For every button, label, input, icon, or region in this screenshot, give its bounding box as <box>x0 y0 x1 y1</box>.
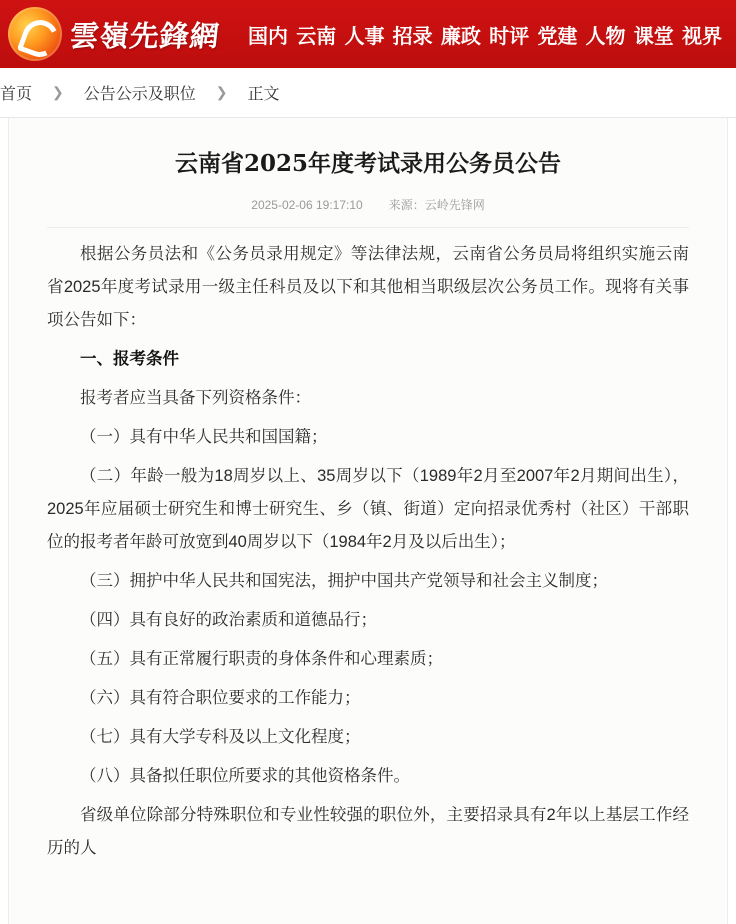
article-source-name: 云岭先锋网 <box>424 198 485 213</box>
site-logo-text: 雲嶺先鋒網 <box>68 18 222 53</box>
nav-item-shijie[interactable]: 视界 <box>681 25 722 48</box>
article-paragraph: （三）拥护中华人民共和国宪法，拥护中国共产党领导和社会主义制度； <box>80 572 608 591</box>
nav-item-lianzheng[interactable]: 廉政 <box>440 25 481 48</box>
article-timestamp: 2025-02-06 19:17:10 <box>251 197 363 212</box>
breadcrumb-separator-icon: ❯ <box>215 84 228 100</box>
breadcrumb <box>0 68 736 118</box>
page-title: 云南省2025年度考试录用公务员公告 <box>174 150 561 177</box>
meta-divider <box>47 227 689 228</box>
nav-item-zhaolu[interactable]: 招录 <box>392 25 433 48</box>
article-container <box>8 118 728 924</box>
article-meta <box>47 196 689 213</box>
article-section-heading: 一、报考条件 <box>80 350 179 369</box>
yunling-logo-icon <box>8 7 62 61</box>
main-nav <box>238 18 726 51</box>
article-paragraph: 根据公务员法和《公务员录用规定》等法律法规，云南省公务员局将组织实施云南省2025年度考试录用一级主任科员及以下和其他相当职级层次公务员工作。现将有关事项公告如下： <box>47 245 689 330</box>
nav-item-renwu[interactable]: 人物 <box>585 25 626 48</box>
nav-item-renshi[interactable]: 人事 <box>344 25 385 48</box>
breadcrumb-item-current: 正文 <box>247 86 280 103</box>
nav-item-guonei[interactable]: 国内 <box>248 25 289 48</box>
article-paragraph: （四）具有良好的政治素质和道德品行； <box>80 611 377 630</box>
article-paragraph: （七）具有大学专科及以上文化程度； <box>80 728 361 747</box>
article-body <box>47 238 689 865</box>
article-paragraph: （二）年龄一般为18周岁以上、35周岁以下（1989年2月至2007年2月期间出生），2025年应届硕士研究生和博士研究生、乡（镇、街道）定向招录优秀村（社区）干部职位的报考者年龄可放宽到40周岁以下（1984年2月及以后出生）； <box>47 467 689 552</box>
nav-item-shiping[interactable]: 时评 <box>489 25 530 48</box>
nav-item-dangjian[interactable]: 党建 <box>537 25 578 48</box>
article-paragraph: 报考者应当具备下列资格条件： <box>80 389 311 408</box>
site-header <box>0 0 736 68</box>
article-paragraph: （八）具备拟任职位所要求的其他资格条件。 <box>80 767 410 786</box>
breadcrumb-item-home[interactable]: 首页 <box>0 86 33 103</box>
article-paragraph: （五）具有正常履行职责的身体条件和心理素质； <box>80 650 443 669</box>
nav-item-yunnan[interactable]: 云南 <box>296 25 337 48</box>
article-source-label: 来源： <box>388 198 425 213</box>
breadcrumb-item-announcements[interactable]: 公告公示及职位 <box>83 86 196 103</box>
article-paragraph: （一）具有中华人民共和国国籍； <box>80 428 328 447</box>
article-source <box>389 196 485 213</box>
article-paragraph: （六）具有符合职位要求的工作能力； <box>80 689 361 708</box>
breadcrumb-separator-icon: ❯ <box>52 84 64 100</box>
nav-item-ketang[interactable]: 课堂 <box>633 25 674 48</box>
article-paragraph: 省级单位除部分特殊职位和专业性较强的职位外，主要招录具有2年以上基层工作经历的人 <box>47 806 689 858</box>
site-logo[interactable] <box>8 7 220 61</box>
